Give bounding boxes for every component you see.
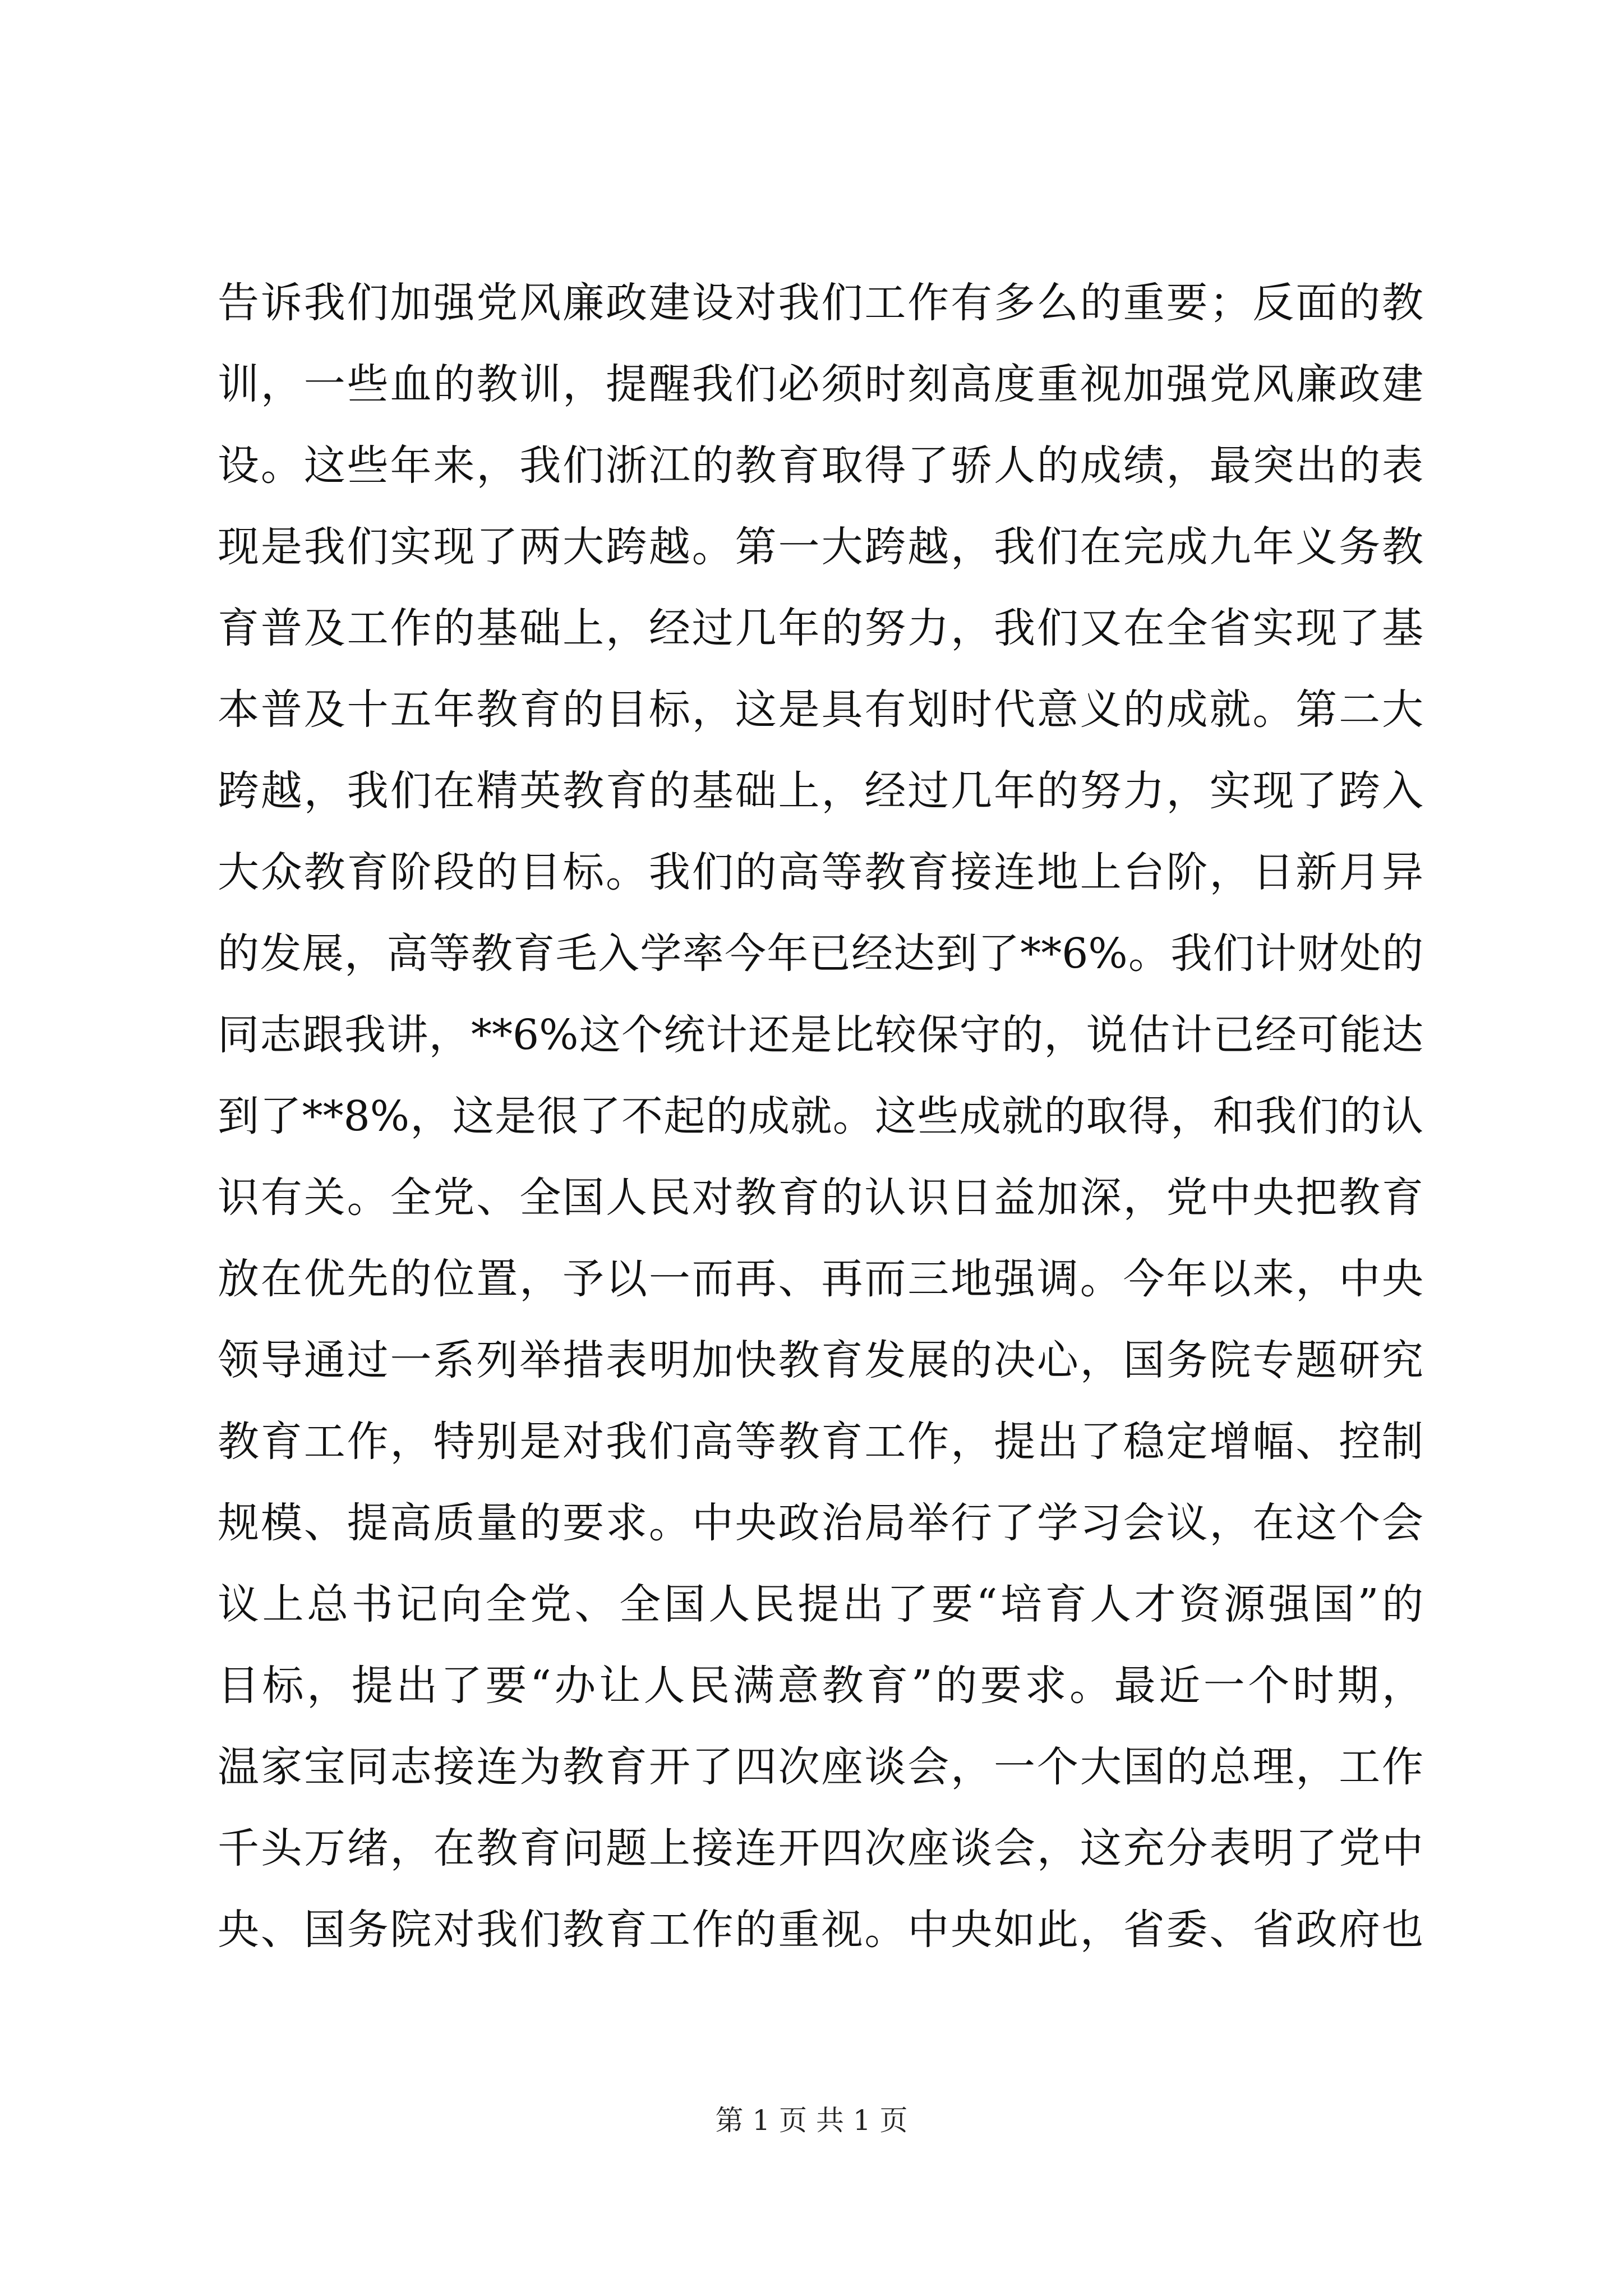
text-line: 告诉我们加强党风廉政建设对我们工作有多么的重要；反面的教 [218,279,1423,327]
text-line: 教育工作，特别是对我们高等教育工作，提出了稳定增幅、控制 [218,1418,1423,1466]
text-line: 同志跟我讲，**6%这个统计还是比较保守的，说估计已经可能达 [218,1011,1423,1059]
text-line: 的发展，高等教育毛入学率今年已经达到了**6%。我们计财处的 [218,930,1423,978]
text-line: 温家宝同志接连为教育开了四次座谈会，一个大国的总理，工作 [218,1743,1423,1791]
body-text [218,263,1423,1971]
text-line: 放在优先的位置，予以一而再、再而三地强调。今年以来，中央 [218,1255,1423,1303]
text-line: 大众教育阶段的目标。我们的高等教育接连地上台阶，日新月异 [218,848,1423,896]
text-line: 识有关。全党、全国人民对教育的认识日益加深，党中央把教育 [218,1174,1423,1222]
text-line: 央、国务院对我们教育工作的重视。中央如此，省委、省政府也 [218,1906,1423,1954]
text-line: 现是我们实现了两大跨越。第一大跨越，我们在完成九年义务教 [218,523,1423,571]
text-line: 目标，提出了要“办让人民满意教育”的要求。最近一个时期， [218,1662,1423,1710]
text-line: 设。这些年来，我们浙江的教育取得了骄人的成绩，最突出的表 [218,441,1423,490]
text-line: 到了**8%，这是很了不起的成就。这些成就的取得，和我们的认 [218,1092,1423,1140]
page-footer [0,2101,1623,2140]
text-line: 训，一些血的教训，提醒我们必须时刻高度重视加强党风廉政建 [218,360,1423,408]
text-line: 育普及工作的基础上，经过几年的努力，我们又在全省实现了基 [218,604,1423,652]
text-line: 千头万绪，在教育问题上接连开四次座谈会，这充分表明了党中 [218,1824,1423,1872]
text-line: 领导通过一系列举措表明加快教育发展的决心，国务院专题研究 [218,1336,1423,1384]
text-line: 议上总书记向全党、全国人民提出了要“培育人才资源强国”的 [218,1580,1423,1628]
text-line: 规模、提高质量的要求。中央政治局举行了学习会议，在这个会 [218,1499,1423,1547]
text-line: 本普及十五年教育的目标，这是具有划时代意义的成就。第二大 [218,685,1423,734]
page-number: 第 1 页 共 1 页 [715,2104,908,2137]
text-line: 跨越，我们在精英教育的基础上，经过几年的努力，实现了跨入 [218,767,1423,815]
